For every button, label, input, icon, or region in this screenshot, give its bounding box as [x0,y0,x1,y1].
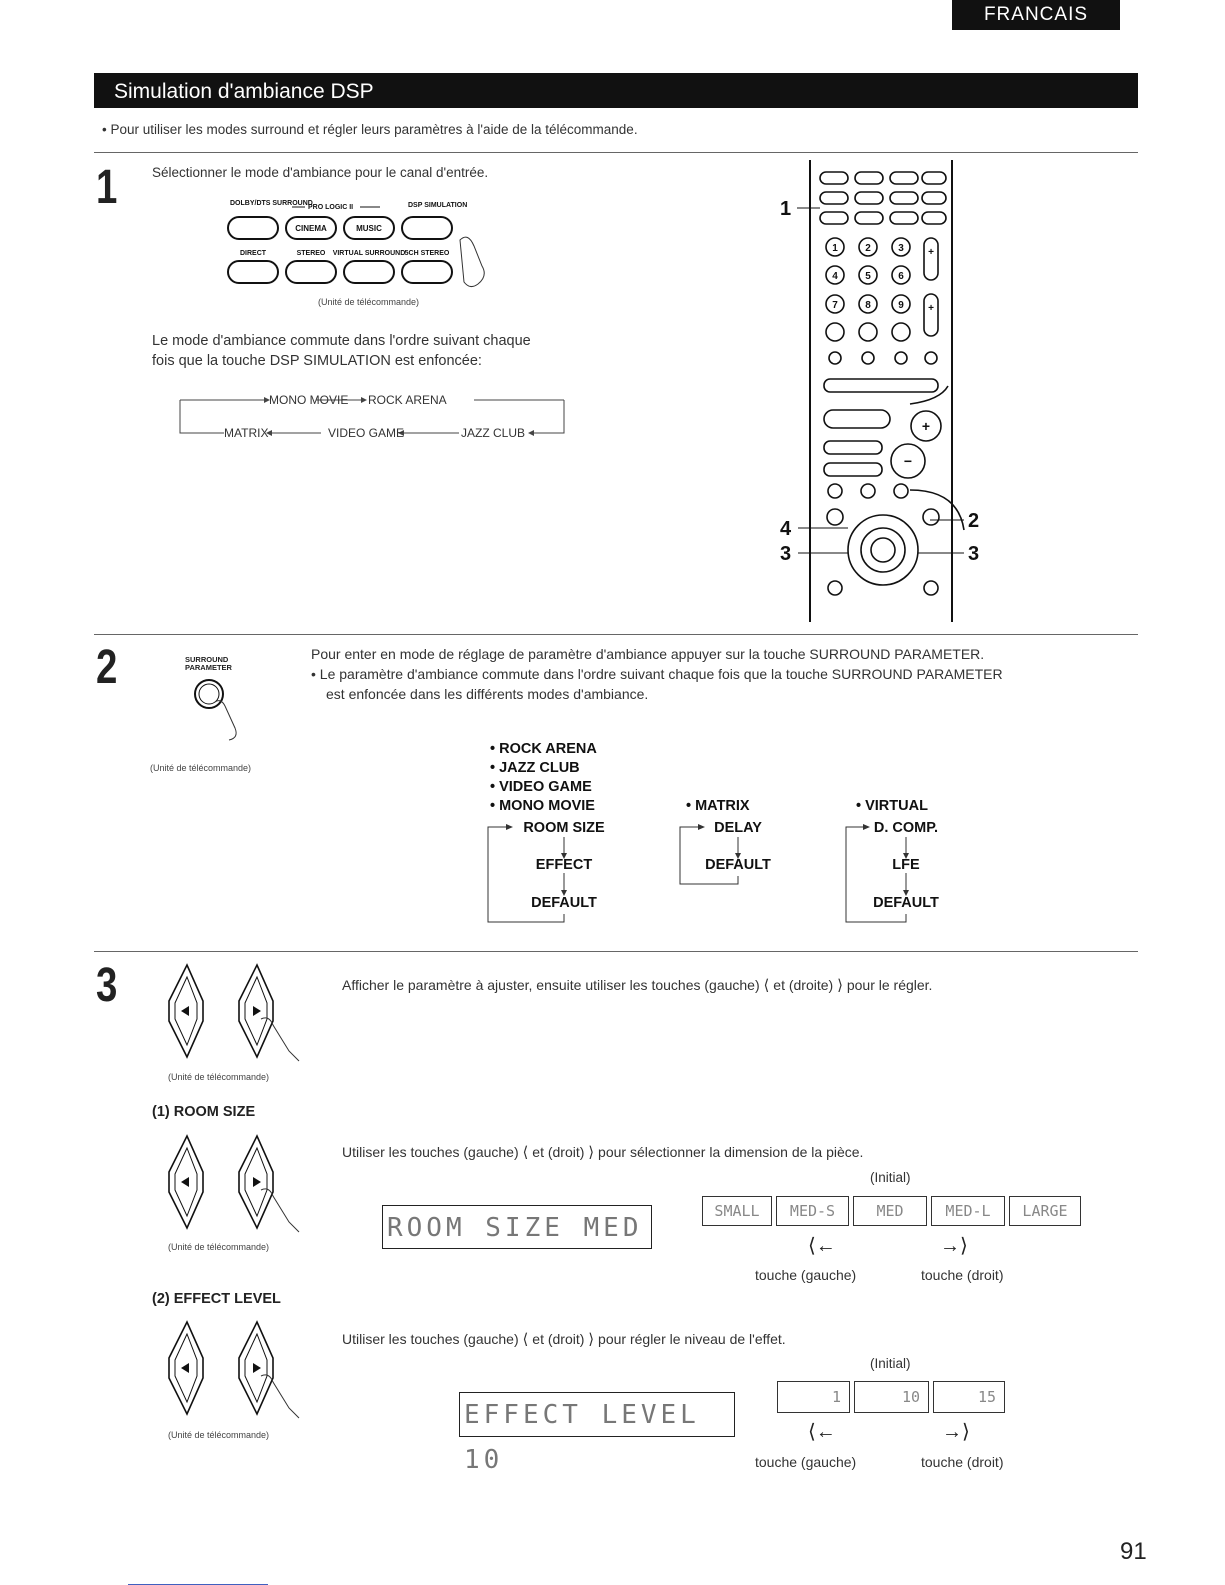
svg-text:1: 1 [832,243,838,254]
left-right-buttons-illustration [165,963,315,1063]
mode-rock-arena: • ROCK ARENA [490,741,597,757]
effect-level-right-label: touche (droit) [921,1454,1004,1470]
mode-matrix: • MATRIX [686,798,750,814]
step1-para-line1: Le mode d'ambiance commute dans l'ordre suivant chaque [152,333,531,349]
divider [94,634,1138,635]
parameter-flow-diagram [480,820,980,940]
room-size-initial: (Initial) [870,1170,911,1185]
right-key-icon: ⟩ [837,977,843,994]
left-key-icon: ⟨ [522,1144,529,1161]
remote-caption: (Unité de télécommande) [150,763,252,773]
left-right-buttons-illustration [165,1320,315,1420]
stereo-label: STEREO [296,250,326,257]
step-number: 2 [96,641,118,694]
param-default: DEFAULT [531,895,597,911]
effect-level-option: 1 [777,1381,850,1413]
svg-text:3: 3 [898,243,904,254]
mode-virtual: • VIRTUAL [856,798,928,814]
svg-text:5: 5 [865,271,871,282]
remote-caption: (Unité de télécommande) [318,297,420,307]
room-size-option: MED-L [931,1196,1005,1226]
step2-line3: est enfoncée dans les différents modes d'ambiance. [326,686,649,702]
param-default: DEFAULT [873,895,939,911]
cycle-jazz-club: JAZZ CLUB [461,426,526,440]
page-number: 91 [1120,1538,1147,1565]
intro-text: • Pour utiliser les modes surround et régler leurs paramètres à l'aide de la télécommande. [102,122,638,137]
room-size-option: LARGE [1009,1196,1081,1226]
svg-text:−: − [903,453,913,469]
mode-jazz-club: • JAZZ CLUB [490,760,580,776]
mode-video-game: • VIDEO GAME [490,779,592,795]
effect-level-display: EFFECT LEVEL 10 [459,1392,735,1437]
surround-parameter-button-illustration [185,672,265,742]
hand-icon [460,237,484,286]
remote-caption: (Unité de télécommande) [168,1430,270,1440]
remote-control-illustration [780,160,990,630]
param-default: DEFAULT [705,857,771,873]
callout-4: 4 [780,518,792,540]
effect-level-initial: (Initial) [870,1356,911,1371]
cycle-mono-movie: MONO MOVIE [269,393,349,407]
right-key-arrow-icon: →⟩ [942,1421,970,1443]
step3-instruction-b: et (droite) [773,977,834,993]
step2-line2: • Le paramètre d'ambiance commute dans l'ordre suivant chaque fois que la touche SURROUND PARAMETER [311,666,1003,682]
param-lfe: LFE [892,857,920,873]
divider [94,951,1138,952]
room-size-option: MED [853,1196,927,1226]
room-size-right-label: touche (droit) [921,1267,1004,1283]
effect-level-text-a: Utiliser les touches (gauche) [342,1331,519,1347]
left-key-arrow-icon: ⟨← [808,1421,836,1443]
effect-level-instruction [342,1330,786,1348]
svg-text:8: 8 [865,300,871,311]
dsp-button [402,217,452,239]
remote-caption: (Unité de télécommande) [168,1242,270,1252]
effect-level-option: 10 [854,1381,929,1413]
callout-3-right: 3 [968,543,980,565]
effect-level-text-b: et (droit) [532,1331,585,1347]
svg-text:+: + [928,247,934,258]
effect-level-heading: (2) EFFECT LEVEL [152,1291,281,1307]
right-key-icon: ⟩ [588,1331,595,1348]
step-number: 3 [96,959,118,1012]
room-size-text-a: Utiliser les touches (gauche) [342,1144,519,1160]
svg-text:4: 4 [832,271,838,282]
mode-cycle-diagram [176,385,576,445]
svg-text:2: 2 [865,243,871,254]
effect-level-left-label: touche (gauche) [755,1454,857,1470]
dolby-button [228,217,278,239]
callout-2: 2 [968,510,980,532]
left-key-icon: ⟨ [763,977,770,994]
callout-3-left: 3 [780,543,792,565]
param-room-size: ROOM SIZE [523,820,605,836]
param-d-comp: D. COMP. [873,820,939,836]
svg-text:+: + [928,303,934,314]
virtual-label: VIRTUAL SURROUND [332,250,406,257]
language-tab: FRANCAIS [952,0,1120,30]
mode-buttons-illustration [220,195,490,310]
param-delay: DELAY [714,820,762,836]
svg-text:7: 7 [832,300,838,311]
cycle-matrix: MATRIX [224,426,269,440]
mode-mono-movie: • MONO MOVIE [490,798,595,814]
cycle-video-game: VIDEO GAME [328,426,405,440]
dsp-label: DSP SIMULATION [408,202,468,209]
dolby-label: DOLBY/DTS SURROUND [230,200,313,207]
ch5-label: 5CH STEREO [404,250,450,257]
step3-instruction-a: Afficher le paramètre à ajuster, ensuite utiliser les touches (gauche) [342,977,760,993]
param-effect: EFFECT [535,857,593,873]
step1-instruction: Sélectionner le mode d'ambiance pour le canal d'entrée. [152,165,489,180]
step1-para-line2: fois que la touche DSP SIMULATION est enfoncée: [152,353,482,369]
direct-label: DIRECT [239,250,267,257]
room-size-text-c: pour sélectionner la dimension de la pièce. [598,1144,864,1160]
room-size-display: ROOM SIZE MED [382,1205,652,1249]
step2-line1: Pour enter en mode de réglage de paramètre d'ambiance appuyer sur la touche SURROUND PARAMETER. [311,646,985,662]
room-size-text-b: et (droit) [532,1144,585,1160]
left-key-arrow-icon: ⟨← [808,1235,836,1257]
step3-instruction [342,976,932,994]
music-label: MUSIC [356,224,382,233]
cinema-label: CINEMA [295,224,327,233]
svg-text:+: + [921,418,931,434]
room-size-heading: (1) ROOM SIZE [152,1104,256,1120]
cycle-rock-arena: ROCK ARENA [368,393,447,407]
room-size-option: SMALL [702,1196,772,1226]
right-key-arrow-icon: →⟩ [940,1235,968,1257]
callout-1: 1 [780,198,792,220]
svg-text:9: 9 [898,300,904,311]
left-key-icon: ⟨ [522,1331,529,1348]
right-key-icon: ⟩ [588,1144,595,1161]
section-title: Simulation d'ambiance DSP [94,73,1138,108]
step3-instruction-c: pour le régler. [846,977,933,993]
remote-caption: (Unité de télécommande) [168,1072,270,1082]
prologic-label: PRO LOGIC II [308,204,354,211]
divider [94,152,1138,153]
room-size-instruction [342,1143,863,1161]
left-right-buttons-illustration [165,1134,315,1234]
effect-level-text-c: pour régler le niveau de l'effet. [598,1331,786,1347]
room-size-left-label: touche (gauche) [755,1267,857,1283]
svg-text:6: 6 [898,271,904,282]
effect-level-option: 15 [933,1381,1005,1413]
room-size-option: MED-S [776,1196,849,1226]
step-number: 1 [96,161,118,214]
surround-parameter-label: SURROUND PARAMETER [185,655,232,672]
